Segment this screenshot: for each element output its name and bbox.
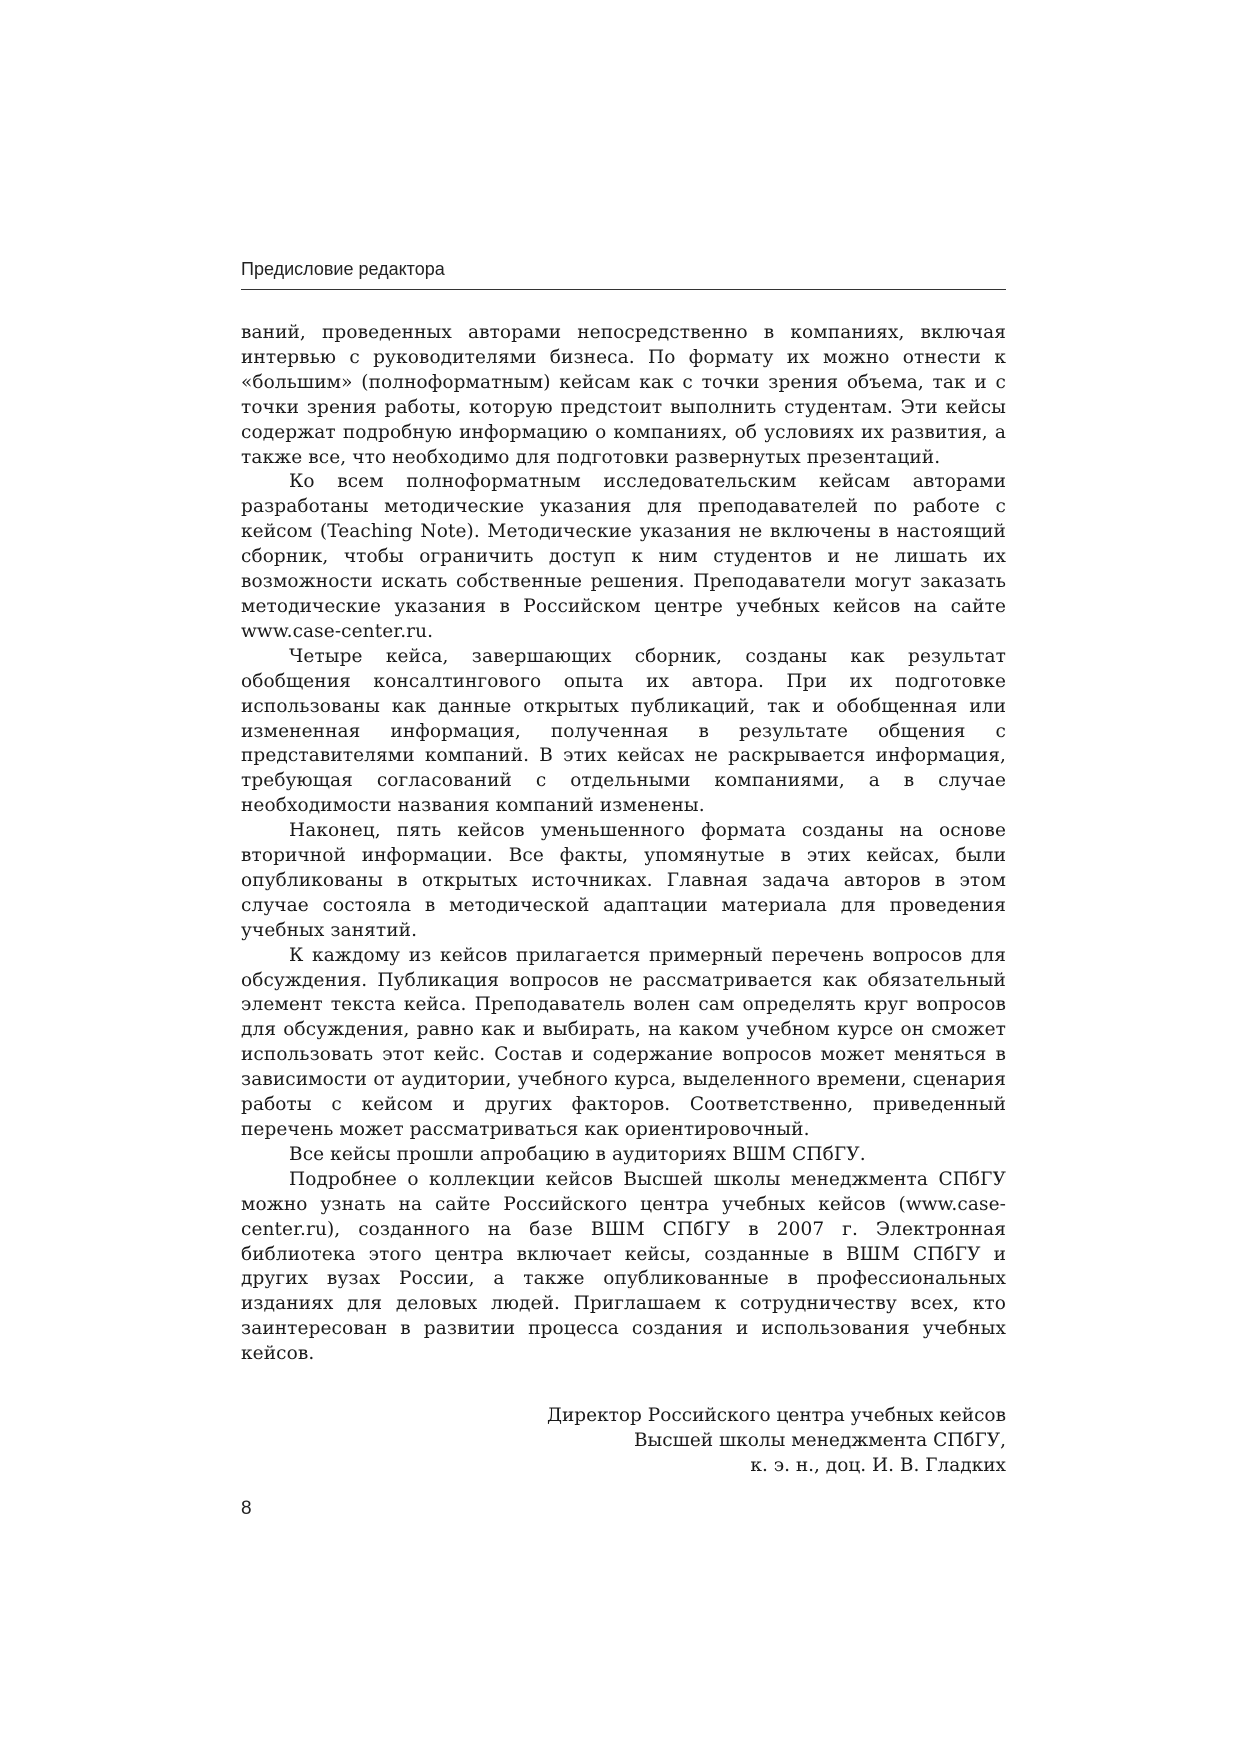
signature-line-name: к. э. н., доц. И. В. Гладких xyxy=(750,1454,1006,1476)
main-text xyxy=(241,321,1006,1367)
signature-line-organization: Высшей школы менеджмента СПбГУ, xyxy=(633,1429,1006,1451)
signature-block xyxy=(547,1404,1006,1479)
paragraph-5: К каждому из кейсов прилагается примерный перечень вопросов для обсуждения. Публикация вопросов не рассматривается как обязательный элемент текста кейса. Преподаватель волен сам определять круг вопросов для обсуждения, равно как и выбирать, на каком учебном курсе он сможет использовать этот кейс. Состав и содержание вопросов может меняться в зависимости от аудитории, учебного курса, выделенного времени, сценария работы с кейсом и других факторов. Соответственно, приведенный перечень может рассматриваться как ориентировочный. xyxy=(241,944,1006,1140)
paragraph-3: Четыре кейса, завершающих сборник, созданы как результат обобщения консалтингового опыта их автора. При их подготовке использованы как данные открытых публикаций, так и обобщенная или измененная информация, полученная в результате общения с представителями компаний. В этих кейсах не раскрывается информация, требующая согласований с отдельными компаниями, а в случае необходимости названия компаний изменены. xyxy=(241,645,1006,817)
paragraph-1: ваний, проведенных авторами непосредственно в компаниях, включая интервью с руководителями бизнеса. По формату их можно отнести к «большим» (полноформатным) кейсам как с точки зрения объема, так и с точки зрения работы, которую предстоит выполнить студентам. Эти кейсы содержат подробную информацию о компаниях, об условиях их развития, а также все, что необходимо для подготовки развернутых презентаций. xyxy=(241,322,1006,468)
paragraph-2: Ко всем полноформатным исследовательским кейсам авторами разработаны методические указания для преподавателей по работе с кейсом (Teaching Note). Методические указания не включены в настоящий сборник, чтобы ограничить доступ к ним студентов и не лишать их возможности искать собственные решения. Преподаватели могут заказать методические указания в Российском центре учебных кейсов на сайте www.case-center.ru. xyxy=(241,471,1006,642)
page-number: 8 xyxy=(241,1498,252,1519)
running-head-title: Предисловие редактора xyxy=(241,259,445,279)
signature-line-title: Директор Российского центра учебных кейсов xyxy=(546,1405,1006,1426)
paragraph-6: Все кейсы прошли апробацию в аудиториях ВШМ СПбГУ. xyxy=(289,1143,866,1165)
paragraph-7: Подробнее о коллекции кейсов Высшей школы менеджмента СПбГУ можно узнать на сайте Российского центра учебных кейсов (www.case-center.ru), созданного на базе ВШМ СПбГУ в 2007 г. Электронная библиотека этого центра включает кейсы, созданные в ВШМ СПбГУ и других вузах России, а также опубликованные в профессиональных изданиях для деловых людей. Приглашаем к сотрудничеству всех, кто заинтересован в развитии процесса создания и использования учебных кейсов. xyxy=(241,1168,1006,1365)
header-divider xyxy=(241,289,1006,290)
paragraph-4: Наконец, пять кейсов уменьшенного формата созданы на основе вторичной информации. Все факты, упомянутые в этих кейсах, были опубликованы в открытых источниках. Главная задача авторов в этом случае состояла в методической адаптации материала для проведения учебных занятий. xyxy=(241,820,1006,941)
